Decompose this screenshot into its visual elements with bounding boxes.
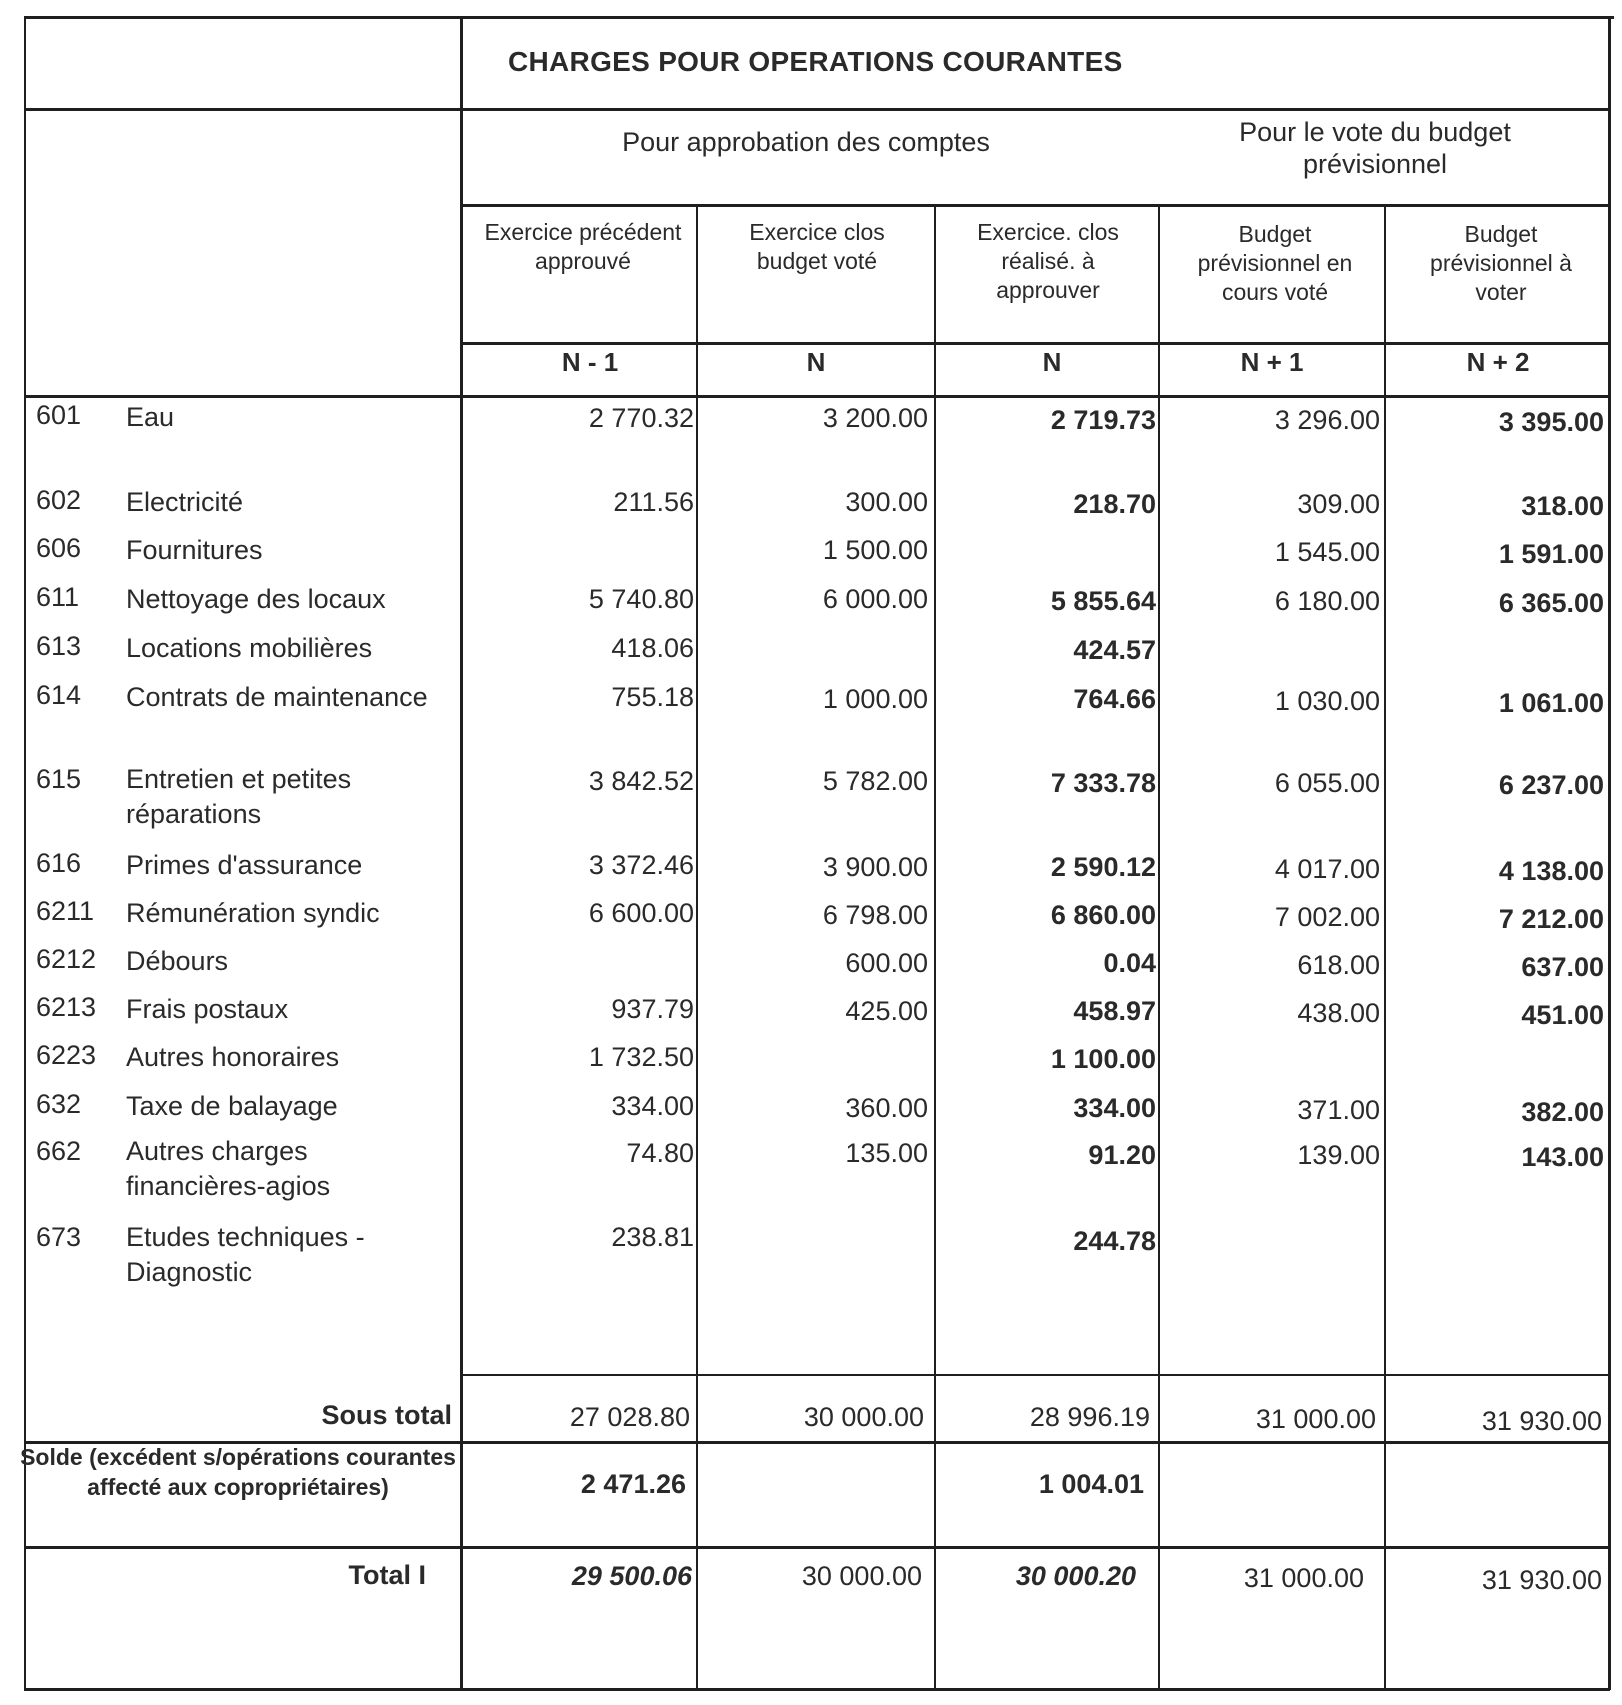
account-code: 614: [36, 680, 82, 710]
column-header: Exercice. clos réalisé. à approuver: [977, 219, 1119, 303]
account-label: Fournitures: [126, 535, 263, 565]
cell-value: 937.79: [611, 994, 694, 1024]
account-label: Entretien et petites réparations: [126, 764, 352, 829]
cell-value: 3 296.00: [1274, 405, 1380, 435]
cell-value: 135.00: [845, 1138, 928, 1168]
table-border-bottom: [24, 1688, 1610, 1691]
cell-value: 600.00: [845, 948, 928, 978]
account-code: 601: [36, 400, 82, 430]
cell-value: 6 000.00: [822, 584, 928, 614]
total-value: 31 000.00: [1243, 1563, 1364, 1593]
solde-value: 1 004.01: [1038, 1469, 1144, 1499]
account-code: 6223: [36, 1040, 97, 1070]
total-value: 30 000.00: [801, 1561, 922, 1591]
column-header: Budget prévisionnel en cours voté: [1197, 221, 1353, 305]
cell-value: 91.20: [1088, 1140, 1156, 1170]
column-period: N: [1042, 347, 1062, 377]
cell-value: 3 200.00: [822, 403, 928, 433]
column-period: N: [806, 347, 826, 377]
cell-value: 418.06: [611, 633, 694, 663]
cell-value: 5 740.80: [588, 584, 694, 614]
account-code: 611: [36, 582, 80, 612]
cell-value: 6 055.00: [1274, 768, 1380, 798]
cell-value: 6 365.00: [1498, 588, 1604, 618]
column-header: Exercice clos budget voté: [749, 219, 885, 274]
cell-value: 7 002.00: [1274, 902, 1380, 932]
cell-value: 7 212.00: [1498, 904, 1604, 934]
subtotal-value: 31 000.00: [1255, 1404, 1376, 1434]
cell-value: 755.18: [611, 682, 694, 712]
cell-value: 218.70: [1073, 489, 1156, 519]
label-column-divider: [460, 16, 463, 1690]
account-label: Nettoyage des locaux: [126, 584, 386, 614]
cell-value: 1 030.00: [1274, 686, 1380, 716]
account-label: Locations mobilières: [126, 633, 373, 663]
cell-value: 458.97: [1073, 996, 1156, 1026]
table-title: CHARGES POUR OPERATIONS COURANTES: [508, 46, 1123, 77]
cell-value: 3 842.52: [588, 766, 694, 796]
cell-value: 5 855.64: [1050, 586, 1156, 616]
cell-value: 0.04: [1103, 948, 1156, 978]
account-label: Etudes techniques - Diagnostic: [126, 1222, 365, 1287]
account-code: 673: [36, 1222, 82, 1252]
cell-value: 309.00: [1297, 489, 1380, 519]
cell-value: 3 900.00: [822, 852, 928, 882]
cell-value: 74.80: [626, 1138, 694, 1168]
cell-value: 211.56: [613, 487, 694, 517]
total-divider: [24, 1546, 1610, 1549]
subtotal-divider: [460, 1374, 1610, 1376]
cell-value: 2 770.32: [588, 403, 694, 433]
cell-value: 1 061.00: [1498, 688, 1604, 718]
cell-value: 6 237.00: [1498, 770, 1604, 800]
subtotal-value: 27 028.80: [569, 1402, 690, 1432]
cell-value: 6 180.00: [1274, 586, 1380, 616]
column-period: N - 1: [561, 347, 619, 377]
total-value: 30 000.20: [1015, 1561, 1136, 1591]
account-code: 613: [36, 631, 82, 661]
cell-value: 1 545.00: [1274, 537, 1380, 567]
group-vote: Pour le vote du budget prévisionnel: [1239, 117, 1511, 179]
table-border-top: [24, 16, 1614, 19]
account-code: 6213: [36, 992, 97, 1022]
cell-value: 1 000.00: [822, 684, 928, 714]
account-label: Primes d'assurance: [126, 850, 363, 880]
cell-value: 5 782.00: [822, 766, 928, 796]
header-body-divider: [24, 395, 1610, 398]
cell-value: 2 590.12: [1050, 852, 1156, 882]
cell-value: 3 395.00: [1498, 407, 1604, 437]
col-divider-1: [696, 204, 698, 1690]
period-divider: [460, 342, 1610, 345]
total-label: Total I: [348, 1560, 426, 1590]
account-label: Contrats de maintenance: [126, 682, 428, 712]
cell-value: 1 500.00: [822, 535, 928, 565]
account-code: 602: [36, 485, 82, 515]
cell-value: 334.00: [1073, 1093, 1156, 1123]
account-label: Frais postaux: [126, 994, 289, 1024]
cell-value: 438.00: [1297, 998, 1380, 1028]
cell-value: 318.00: [1521, 491, 1604, 521]
account-label: Electricité: [126, 487, 244, 517]
title-divider: [24, 108, 1610, 111]
account-code: 662: [36, 1136, 82, 1166]
cell-value: 4 138.00: [1498, 856, 1604, 886]
cell-value: 4 017.00: [1274, 854, 1380, 884]
cell-value: 7 333.78: [1050, 768, 1156, 798]
table-border-left: [24, 16, 26, 1690]
cell-value: 300.00: [845, 487, 928, 517]
account-label: Taxe de balayage: [126, 1091, 338, 1121]
solde-label: Solde (excédent s/opérations courantes affecté aux copropriétaires): [20, 1444, 456, 1500]
account-label: Autres charges financières-agios: [126, 1136, 331, 1201]
subtotal-label: Sous total: [321, 1400, 452, 1430]
group-approbation: Pour approbation des comptes: [622, 127, 990, 157]
cell-value: 424.57: [1073, 635, 1156, 665]
account-code: 632: [36, 1089, 82, 1119]
account-code: 615: [36, 764, 82, 794]
cell-value: 3 372.46: [588, 850, 694, 880]
group-divider: [460, 204, 1610, 207]
column-header: Exercice précédent approuvé: [484, 219, 682, 274]
cell-value: 143.00: [1521, 1142, 1604, 1172]
cell-value: 451.00: [1521, 1000, 1604, 1030]
cell-value: 6 860.00: [1050, 900, 1156, 930]
subtotal-value: 28 996.19: [1029, 1402, 1150, 1432]
column-period: N + 1: [1240, 347, 1304, 377]
cell-value: 371.00: [1297, 1095, 1380, 1125]
cell-value: 1 100.00: [1050, 1044, 1156, 1074]
table-border-right: [1608, 16, 1611, 1690]
column-header: Budget prévisionnel à voter: [1430, 221, 1572, 305]
column-period: N + 2: [1466, 347, 1530, 377]
cell-value: 2 719.73: [1050, 405, 1156, 435]
account-label: Rémunération syndic: [126, 898, 380, 928]
subtotal-value: 31 930.00: [1481, 1406, 1602, 1436]
account-code: 606: [36, 533, 82, 563]
cell-value: 1 591.00: [1498, 539, 1604, 569]
account-label: Débours: [126, 946, 229, 976]
cell-value: 244.78: [1073, 1226, 1156, 1256]
total-value: 31 930.00: [1481, 1565, 1602, 1595]
subtotal-value: 30 000.00: [803, 1402, 924, 1432]
cell-value: 1 732.50: [588, 1042, 694, 1072]
cell-value: 6 600.00: [588, 898, 694, 928]
account-label: Autres honoraires: [126, 1042, 340, 1072]
cell-value: 238.81: [611, 1222, 694, 1252]
cell-value: 637.00: [1521, 952, 1604, 982]
cell-value: 382.00: [1521, 1097, 1604, 1127]
account-code: 616: [36, 848, 82, 878]
account-code: 6211: [36, 896, 95, 926]
cell-value: 618.00: [1297, 950, 1380, 980]
account-code: 6212: [36, 944, 97, 974]
cell-value: 425.00: [845, 996, 928, 1026]
cell-value: 334.00: [611, 1091, 694, 1121]
cell-value: 764.66: [1073, 684, 1156, 714]
solde-value: 2 471.26: [580, 1469, 686, 1499]
cell-value: 6 798.00: [822, 900, 928, 930]
cell-value: 360.00: [845, 1093, 928, 1123]
total-value: 29 500.06: [571, 1561, 692, 1591]
account-label: Eau: [126, 402, 175, 432]
cell-value: 139.00: [1297, 1140, 1380, 1170]
